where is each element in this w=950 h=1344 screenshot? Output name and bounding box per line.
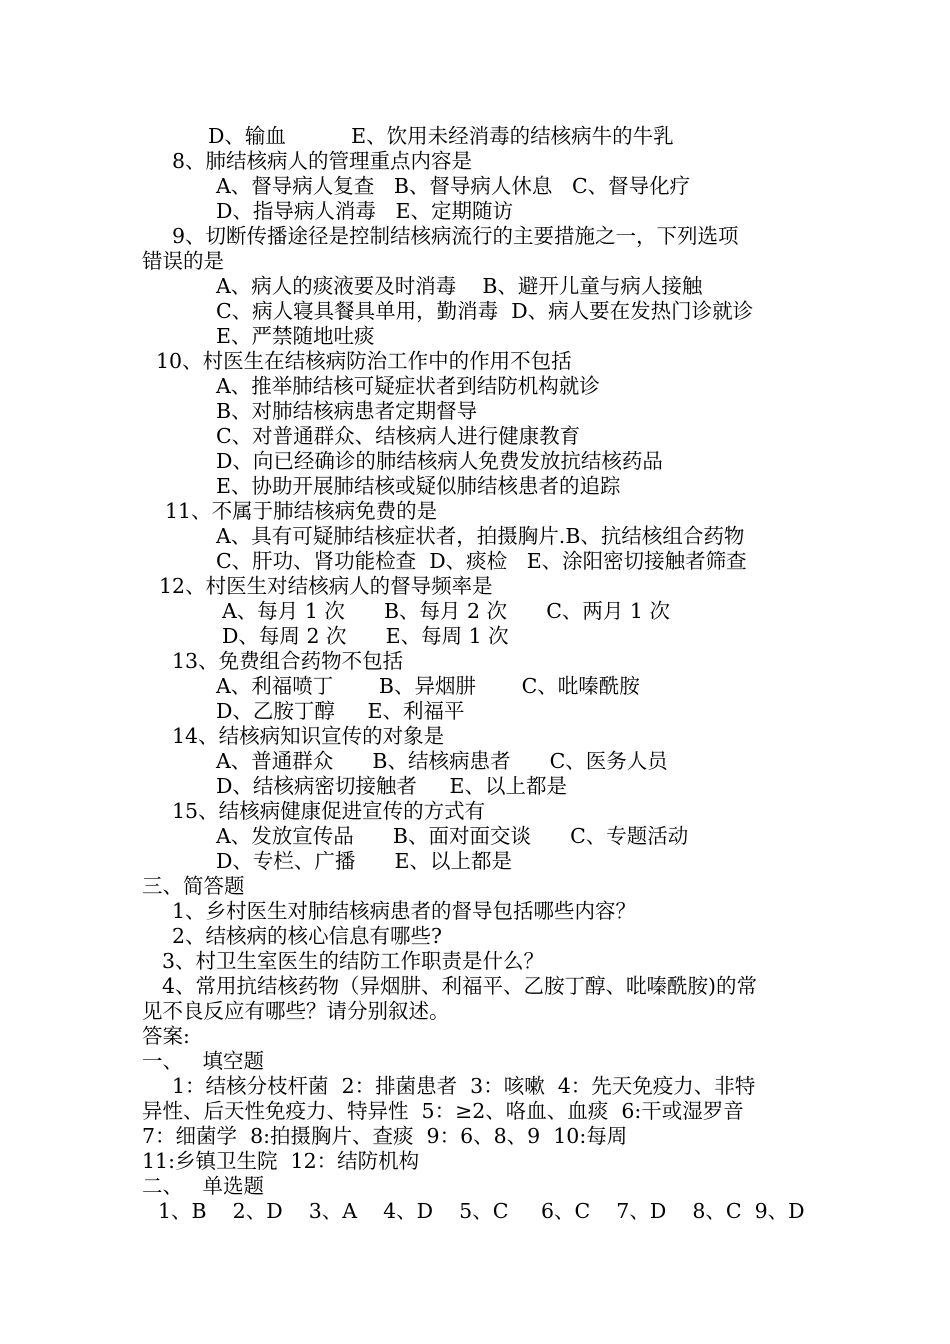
text-line: A、督导病人复查 B、督导病人休息 C、督导化疗 (216, 174, 691, 198)
short-question-4: 4、常用抗结核药物（异烟肼、利福平、乙胺丁醇、吡嗪酰胺)的常 (162, 974, 758, 998)
section-heading: 三、简答题 (142, 874, 245, 898)
answers-heading: 答案: (142, 1024, 190, 1048)
text-line: 见不良反应有哪些？请分别叙述。 (142, 999, 450, 1023)
text-line: 异性、后天性免疫力、特异性 5：≥2、咯血、血痰 6:干或湿罗音 (142, 1099, 744, 1123)
text-line: C、对普通群众、结核病人进行健康教育 (216, 424, 581, 448)
question-12: 12、村医生对结核病人的督导频率是 (159, 574, 493, 598)
text-line: D、每周 2 次 E、每周 1 次 (222, 624, 509, 648)
question-9: 9、切断传播途径是控制结核病流行的主要措施之一，下列选项 (172, 224, 739, 248)
text-line: A、普通群众 B、结核病患者 C、医务人员 (216, 749, 668, 773)
text-line: A、每月 1 次 B、每月 2 次 C、两月 1 次 (222, 599, 670, 623)
short-question-3: 3、村卫生室医生的结防工作职责是什么？ (162, 949, 545, 973)
text-line: 1：结核分枝杆菌 2：排菌患者 3：咳嗽 4：先天免疫力、非特 (172, 1074, 756, 1098)
text-line: D、向已经确诊的肺结核病人免费发放抗结核药品 (216, 449, 663, 473)
text-line: 错误的是 (142, 249, 224, 273)
question-8: 8、肺结核病人的管理重点内容是 (172, 149, 473, 173)
text-line: D、输血 E、饮用未经消毒的结核病牛的牛乳 (208, 124, 674, 148)
text-line: A、利福喷丁 B、异烟肼 C、吡嗪酰胺 (216, 674, 640, 698)
text-line: B、对肺结核病患者定期督导 (216, 399, 478, 423)
text-line: 11:乡镇卫生院 12：结防机构 (142, 1149, 420, 1173)
text-line: C、肝功、肾功能检查 D、痰检 E、涂阳密切接触者筛查 (216, 549, 747, 573)
question-10: 10、村医生在结核病防治工作中的作用不包括 (156, 349, 572, 373)
question-14: 14、结核病知识宣传的对象是 (172, 724, 445, 748)
section-heading: 二、 单选题 (142, 1174, 265, 1198)
text-line: D、指导病人消毒 E、定期随访 (216, 199, 513, 223)
question-11: 11、不属于肺结核病免费的是 (165, 499, 438, 523)
text-line: 7：细菌学 8:拍摄胸片、查痰 9：6、8、9 10:每周 (142, 1124, 628, 1148)
text-line: D、乙胺丁醇 E、利福平 (216, 699, 465, 723)
text-line: D、专栏、广播 E、以上都是 (216, 849, 512, 873)
question-15: 15、结核病健康促进宣传的方式有 (172, 799, 486, 823)
text-line: C、病人寝具餐具单用，勤消毒 D、病人要在发热门诊就诊 (216, 299, 754, 323)
short-question-2: 2、结核病的核心信息有哪些? (172, 924, 443, 948)
text-line: A、发放宣传品 B、面对面交谈 C、专题活动 (216, 824, 689, 848)
text-line: E、严禁随地吐痰 (216, 324, 375, 348)
text-line: A、病人的痰液要及时消毒 B、避开儿童与病人接触 (216, 274, 703, 298)
question-13: 13、免费组合药物不包括 (172, 649, 404, 673)
text-line: D、结核病密切接触者 E、以上都是 (216, 774, 567, 798)
section-heading: 一、 填空题 (142, 1049, 265, 1073)
text-line: A、推举肺结核可疑症状者到结防机构就诊 (216, 374, 600, 398)
text-line: A、具有可疑肺结核症状者，拍摄胸片.B、抗结核组合药物 (216, 524, 745, 548)
text-line: E、协助开展肺结核或疑似肺结核患者的追踪 (216, 474, 621, 498)
short-question-1: 1、乡村医生对肺结核病患者的督导包括哪些内容？ (172, 899, 637, 923)
answer-key-line: 1、B 2、D 3、A 4、D 5、C 6、C 7、D 8、C 9、D (158, 1199, 805, 1223)
